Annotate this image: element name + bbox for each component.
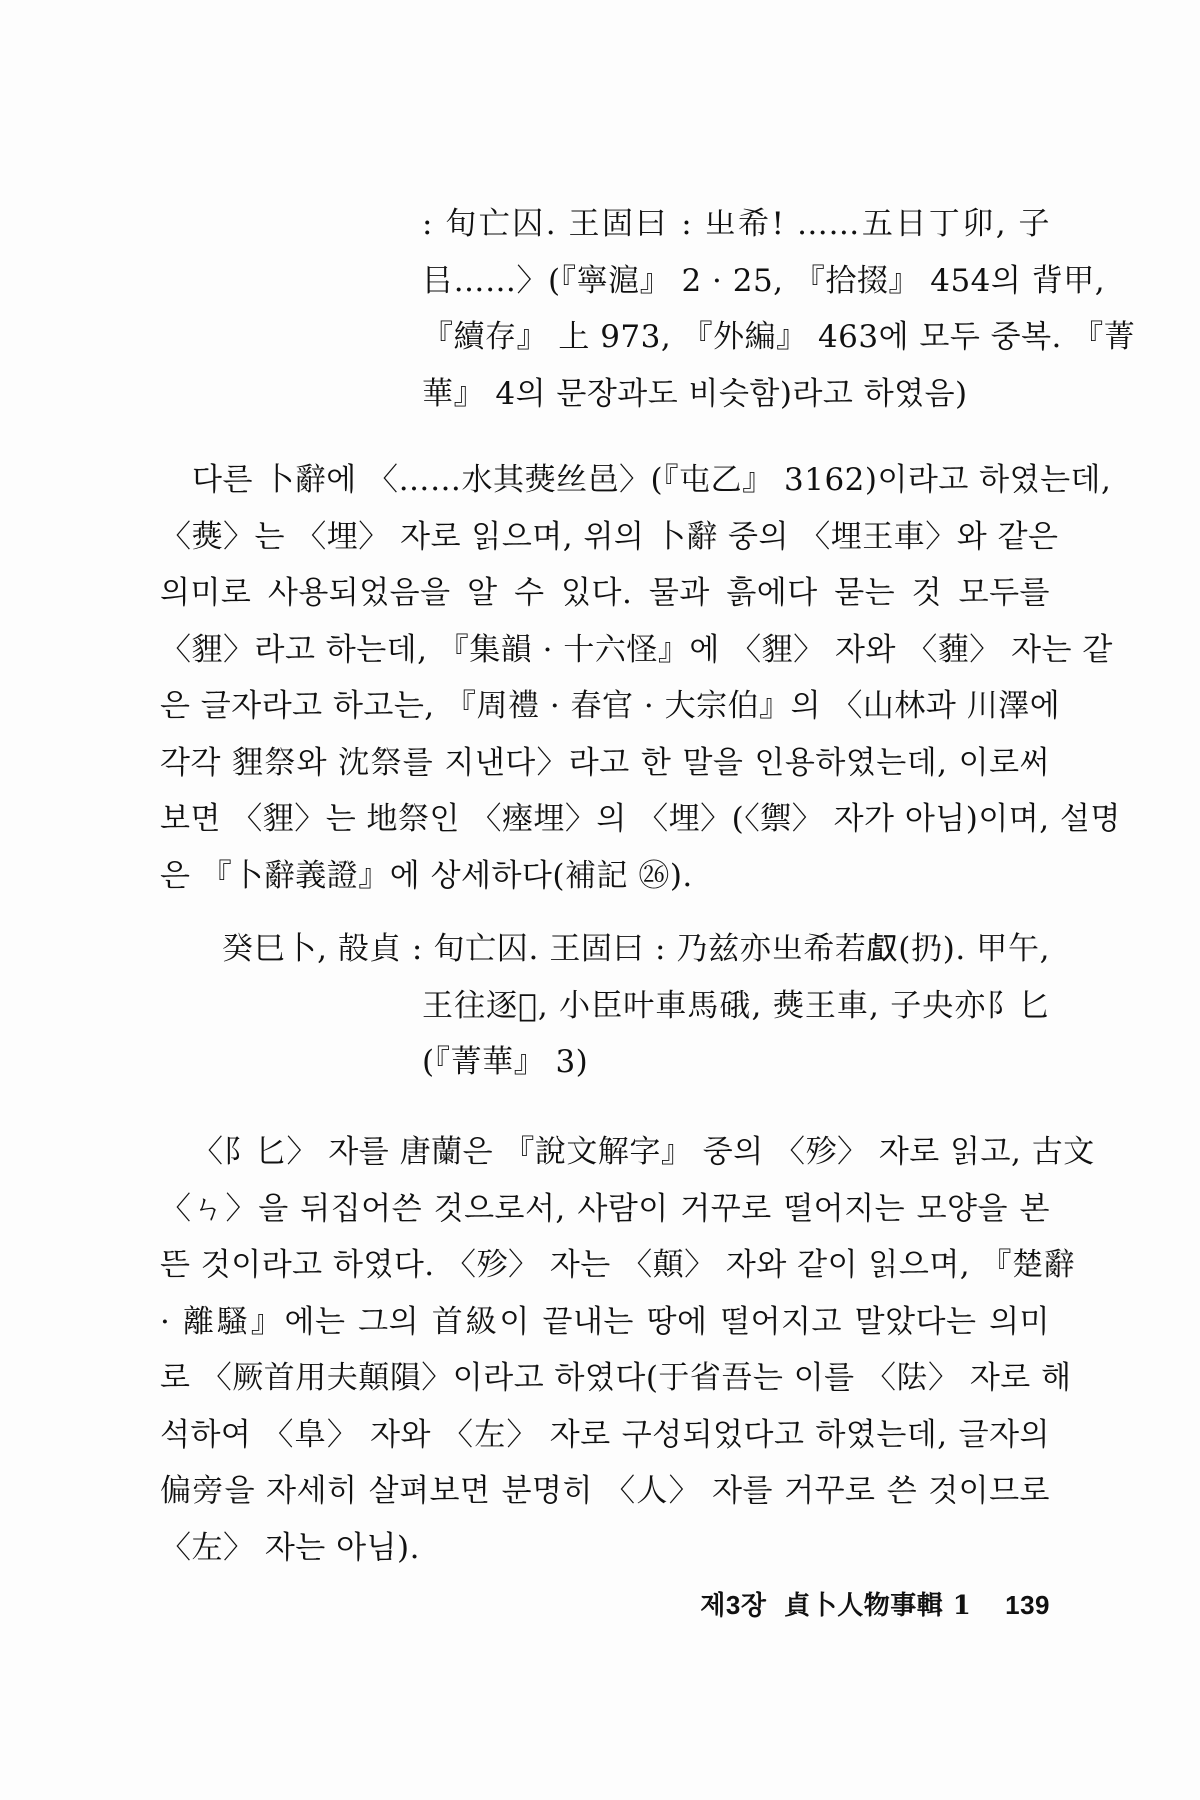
text-line: 〈阝匕〉 자를 唐蘭은 『說文解字』 중의 〈殄〉 자로 읽고, 古文 — [192, 1134, 1095, 1170]
text-line: · 離騷』에는 그의 首級이 끝내는 땅에 떨어지고 말았다는 의미 — [160, 1303, 1050, 1340]
text-line: 癸巳卜, 㱿貞 : 旬亡囚. 王固曰 : 乃兹亦㞢希若𠭯(扔). 甲午, — [222, 931, 1050, 967]
text-line: 다른 卜辭에 〈……水其㷼丝邑〉(『屯乙』 3162)이라고 하였는데, — [192, 462, 1112, 498]
text-line: 각각 貍祭와 沈祭를 지낸다〉라고 한 말을 인용하였는데, 이로써 — [160, 744, 1050, 781]
text-line: 『續存』 上 973, 『外編』 463에 모두 중복. 『菁 — [422, 319, 1136, 355]
text-line: 㠯……〉(『寧滬』 2 · 25, 『拾掇』 454의 背甲, — [422, 262, 1106, 299]
text-line: 〈左〉 자는 아님). — [160, 1529, 420, 1566]
text-line: 은 『卜辭義證』에 상세하다(補記 ㉖). — [160, 857, 693, 894]
text-line: 보면 〈貍〉는 地祭인 〈瘞埋〉의 〈埋〉(〈禦〉 자가 아님)이며, 설명 — [160, 801, 1121, 837]
text-line: 석하여 〈阜〉 자와 〈左〉 자로 구성되었다고 하였는데, 글자의 — [160, 1416, 1050, 1453]
text-line: 華』 4의 문장과도 비슷함)라고 하였음) — [422, 375, 968, 412]
chapter-label: 제3장 — [700, 1590, 767, 1620]
text-line: 의미로 사용되었음을 알 수 있다. 물과 흙에다 묻는 것 모두를 — [160, 575, 1050, 611]
quoted-inscription-1 — [422, 196, 1136, 422]
text-line: 偏旁을 자세히 살펴보면 분명히 〈人〉 자를 거꾸로 쓴 것이므로 — [160, 1473, 1050, 1509]
text-line: 뜬 것이라고 하였다. 〈殄〉 자는 〈顛〉 자와 같이 읽으며, 『楚辭 — [160, 1247, 1075, 1283]
quoted-inscription-2 — [222, 921, 1050, 1091]
text-line: 〈ㄣ〉을 뒤집어쓴 것으로서, 사람이 거꾸로 떨어지는 모양을 본 — [160, 1190, 1050, 1227]
book-title: 貞卜人物事輯 1 — [784, 1591, 972, 1621]
body-paragraph-1 — [160, 452, 1121, 904]
text-line: 〈貍〉라고 하는데, 『集韻 · 十六怪』에 〈貍〉 자와 〈薶〉 자는 같 — [160, 631, 1113, 668]
running-footer — [700, 1585, 1050, 1622]
text-line: : 旬亡囚. 王固曰 : 㞢希! ……五日丁卯, 子 — [422, 206, 1050, 242]
text-line: (『菁華』 3) — [422, 1044, 589, 1080]
text-line: 〈㷼〉는 〈埋〉 자로 읽으며, 위의 卜辭 중의 〈埋王車〉와 같은 — [160, 518, 1059, 555]
page-number: 139 — [1005, 1590, 1050, 1620]
text-line: 王往逐𡧊, 小臣叶車馬硪, 㷼王車, 子央亦阝匕 — [422, 987, 1050, 1024]
text-line: 로 〈厥首用夫顛隕〉이라고 하였다(于省吾는 이를 〈阹〉 자로 해 — [160, 1360, 1072, 1396]
text-line: 은 글자라고 하고는, 『周禮 · 春官 · 大宗伯』의 〈山林과 川澤에 — [160, 688, 1061, 724]
body-paragraph-2 — [160, 1124, 1095, 1576]
